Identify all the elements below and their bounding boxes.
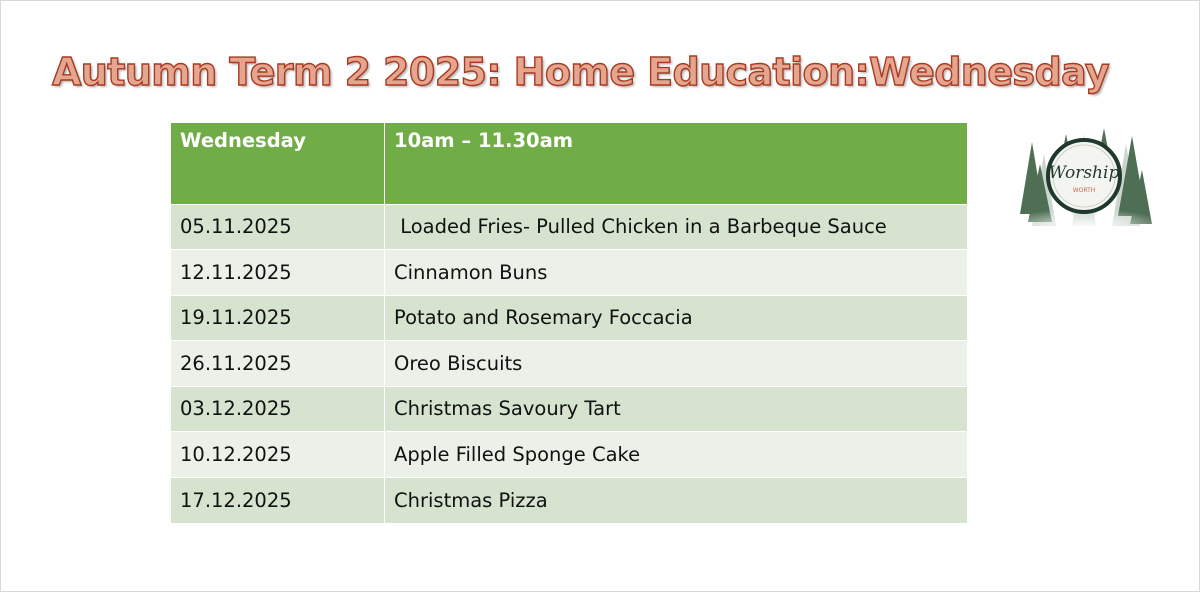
table-row [171,477,968,523]
logo-text-sub: WORTH [1072,187,1096,194]
row-item: Christmas Savoury Tart [385,386,968,432]
table-header-row [171,123,968,204]
table-row [171,204,968,250]
row-item: Cinnamon Buns [385,250,968,296]
row-date: 19.11.2025 [171,295,385,341]
row-date: 03.12.2025 [171,386,385,432]
row-date: 10.12.2025 [171,432,385,478]
row-item: Potato and Rosemary Foccacia [385,295,968,341]
row-date: 26.11.2025 [171,341,385,387]
table-row [171,386,968,432]
row-date: 17.12.2025 [171,477,385,523]
header-day: Wednesday [171,123,385,204]
row-item: Loaded Fries- Pulled Chicken in a Barbeque Sauce [385,204,968,250]
header-time: 10am – 11.30am [385,123,968,204]
row-date: 05.11.2025 [171,204,385,250]
table-row [171,432,968,478]
table-row [171,341,968,387]
table-row [171,295,968,341]
table-row [171,250,968,296]
logo-text-main: Worship [1048,163,1120,183]
row-item: Apple Filled Sponge Cake [385,432,968,478]
row-item: Oreo Biscuits [385,341,968,387]
row-item: Christmas Pizza [385,477,968,523]
pine-tree-wreath-logo-icon [1014,114,1154,242]
row-date: 12.11.2025 [171,250,385,296]
schedule-table [171,123,968,523]
page-title: Autumn Term 2 2025: Home Education:Wednesday [52,50,1110,94]
